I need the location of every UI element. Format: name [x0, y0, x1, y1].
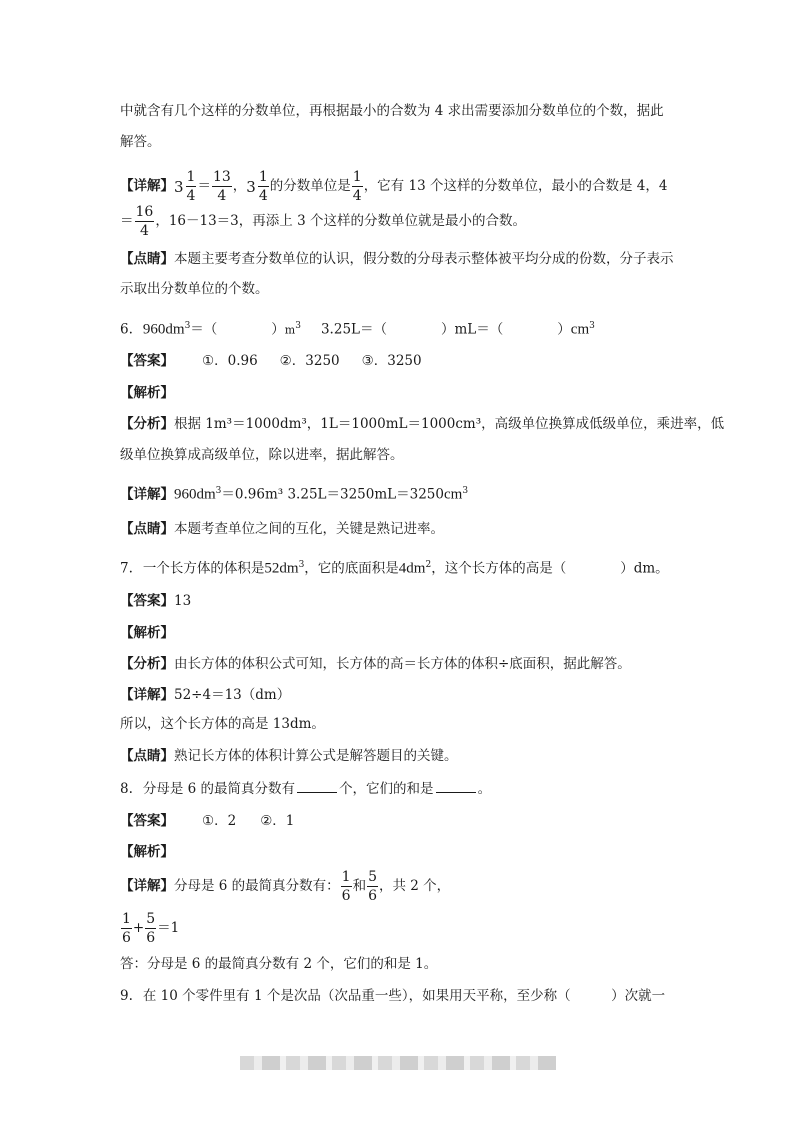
question-9: 9. 在 10 个零件里有 1 个是次品（次品重一些），如果用天平称，至少称（ ）次就一 [120, 988, 666, 1004]
blurred-footer [240, 1056, 556, 1070]
question-number: 7. [120, 560, 133, 577]
fraction: $\frac{13}{4}$ [212, 169, 231, 204]
detail-label: 【详解】 [120, 178, 174, 194]
fill-blank [297, 778, 337, 793]
question-number: 9. [120, 988, 133, 1004]
mixed-fraction: 3 $\frac{1}{4}$ [246, 169, 268, 204]
fraction: $\frac{1}{6}$ [122, 911, 131, 946]
answer-statement: 答：分母是 6 的最简真分数有 2 个，它们的和是 1。 [120, 956, 438, 972]
detail-line: 【详解】$960dm^3=0.96m^3$ $3.25L=3250mL=3250cm^3$ [120, 486, 469, 503]
text-line: 中就含有几个这样的分数单位，再根据最小的合数为 4 求出需要添加分数单位的个数，据此 [120, 103, 664, 119]
fraction: $\frac{16}{4}$ [135, 204, 154, 239]
text-line: 示取出分数单位的个数。 [120, 281, 269, 297]
answer-line: 【答案】 ①．2 ②．1 [120, 813, 295, 829]
question-number: 6. [120, 321, 133, 338]
analysis-label: 【解析】 [120, 385, 174, 401]
detail-line: 【详解】52÷4＝13（dm） [120, 687, 291, 703]
comment-line: 【点睛】熟记长方体的体积计算公式是解答题目的关键。 [120, 748, 458, 764]
comment-label: 【点睛】 [120, 748, 174, 764]
comment-line: 【点睛】本题考查单位之间的互化，关键是熟记进率。 [120, 521, 444, 537]
answer-line: 【答案】 ①．0.96 ②．3250 ③．3250 [120, 353, 422, 369]
answer-label: 【答案】 [120, 593, 174, 609]
comment-label: 【点睛】 [120, 251, 174, 267]
analysis-label: 【解析】 [120, 625, 174, 641]
answer-label: 【答案】 [120, 353, 174, 369]
comment-label: 【点睛】 [120, 521, 174, 537]
detail-line: 【详解】分母是 6 的最简真分数有： $\frac{1}{6}$ 和 $\frac{5}{6}$ ，共 2 个， [120, 869, 451, 904]
sum-line: $\frac{1}{6}$ + $\frac{5}{6}$ ＝1 [122, 911, 180, 946]
answer-line: 【答案】13 [120, 593, 192, 609]
question-7: 7. 一个长方体的体积是$52dm^3$，它的底面积是$4dm^2$，这个长方体的高是（ ）dm。 [120, 560, 669, 577]
mixed-fraction: 3 $\frac{1}{4}$ [174, 169, 196, 204]
fraction: $\frac{5}{6}$ [368, 869, 378, 904]
question-number: 8. [120, 781, 133, 797]
text-line: 所以，这个长方体的高是 13dm。 [120, 716, 325, 732]
text-line: 级单位换算成高级单位，除以进率，据此解答。 [120, 447, 404, 463]
detail-line: ＝ $\frac{16}{4}$ ，16－13＝3，再添上 3 个这样的分数单位就是最小的合数。 [120, 204, 526, 239]
analysis-line: 【分析】根据 1m³＝1000dm³，1L＝1000mL＝1000cm³，高级单位换算成低级单位，乘进率，低 [120, 416, 725, 432]
analysis-sub-label: 【分析】 [120, 656, 174, 672]
question-6: 6. $960dm^3=$（ ）$m^3$ 3.25L＝（ ）mL＝（ ）$cm^3$ [120, 321, 595, 338]
detail-label: 【详解】 [120, 687, 174, 703]
detail-label: 【详解】 [120, 486, 174, 503]
question-8: 8. 分母是 6 的最简真分数有 个，它们的和是 。 [120, 778, 491, 799]
analysis-sub-label: 【分析】 [120, 416, 174, 432]
comment-line: 【点睛】本题主要考查分数单位的认识，假分数的分母表示整体被平均分成的份数，分子表示 [120, 251, 674, 267]
detail-label: 【详解】 [120, 878, 174, 894]
fill-blank [436, 778, 476, 793]
analysis-label: 【解析】 [120, 844, 174, 860]
analysis-line: 【分析】由长方体的体积公式可知，长方体的高＝长方体的体积÷底面积，据此解答。 [120, 656, 631, 672]
text-line: 解答。 [120, 134, 161, 150]
answer-label: 【答案】 [120, 813, 174, 829]
fraction: $\frac{1}{4}$ [352, 169, 362, 204]
fraction: $\frac{1}{6}$ [341, 869, 351, 904]
fraction: $\frac{5}{6}$ [146, 911, 156, 946]
detail-line: 【详解】 3 $\frac{1}{4}$ ＝ $\frac{13}{4}$ ， 3 $\frac{1}{4}$ 的分数单位是 $\frac{1}{4}$ ，它有 13 个这样的分数单位，最小的合数是 4，4 [120, 169, 668, 204]
